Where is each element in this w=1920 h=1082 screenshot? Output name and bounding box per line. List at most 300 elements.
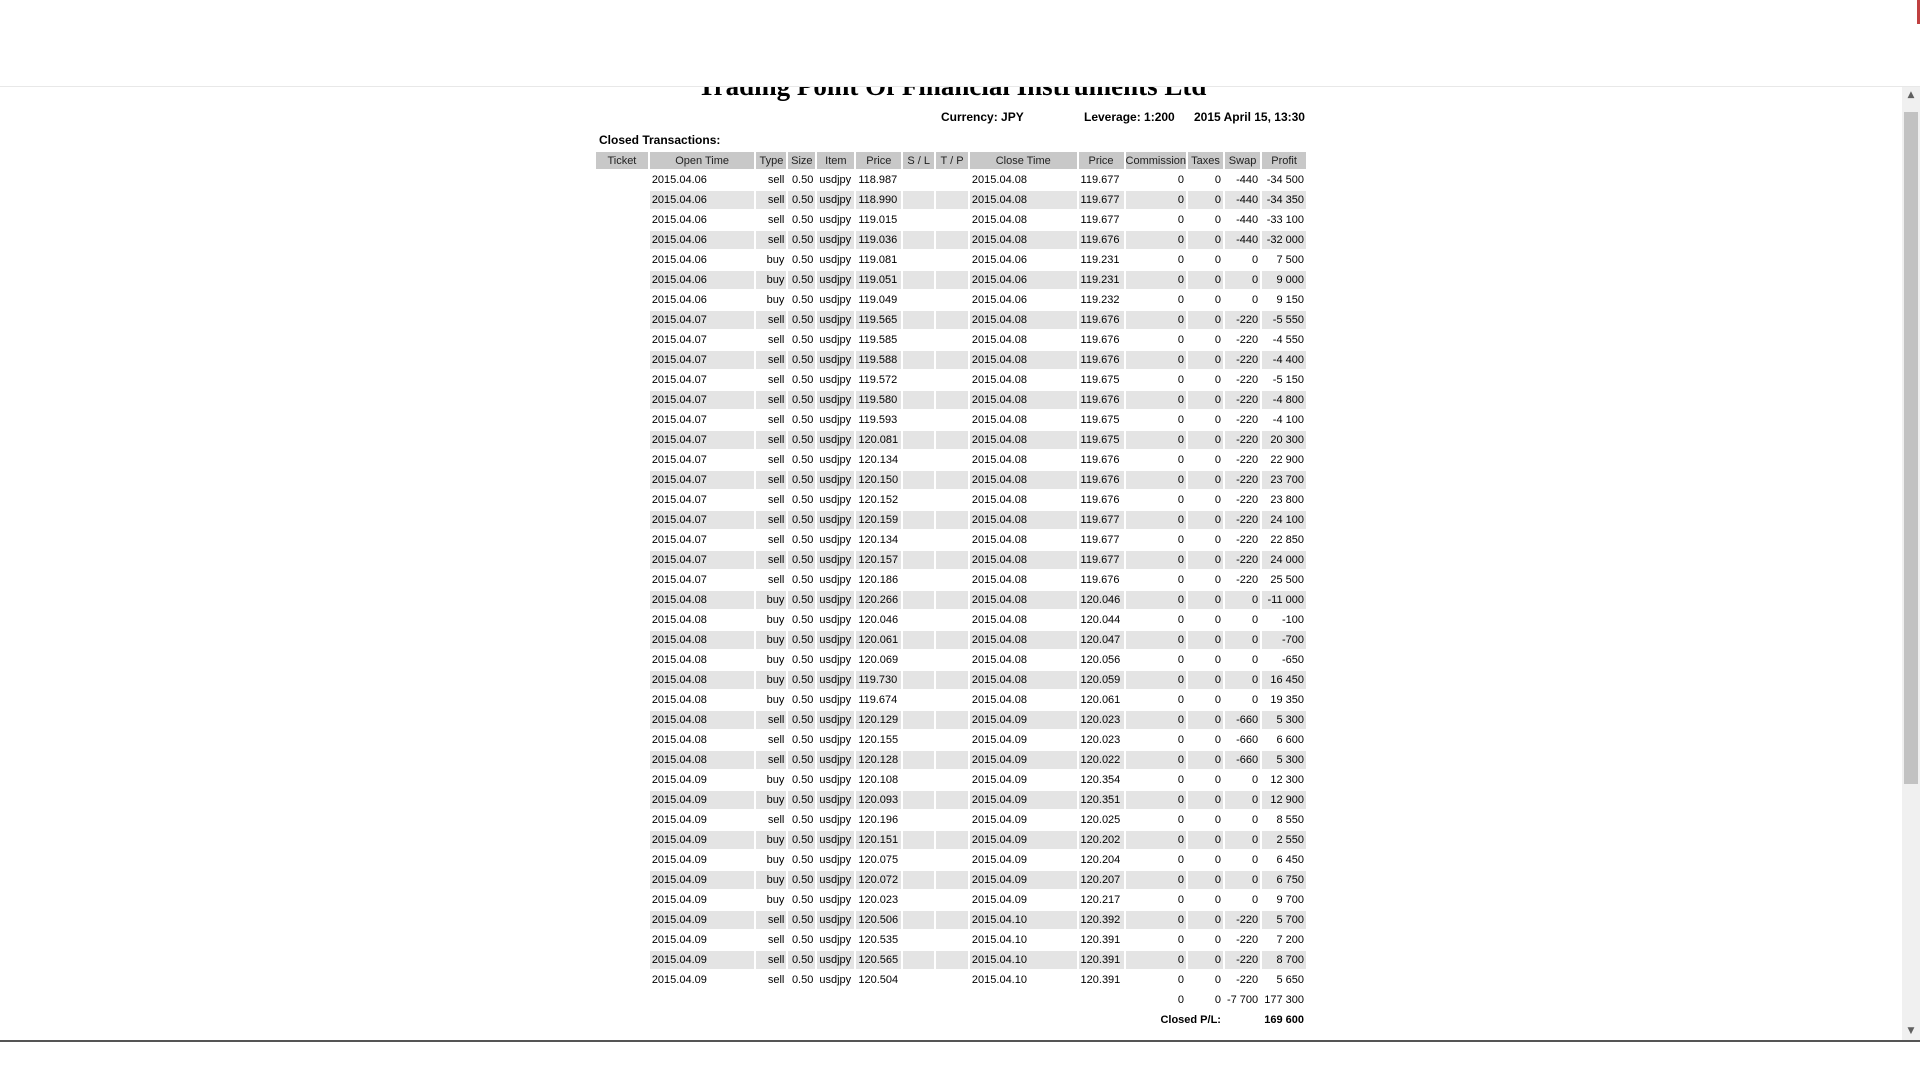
ticket-cell (596, 571, 648, 589)
column-header: Price (856, 152, 901, 169)
take-profit-cell (936, 591, 968, 609)
close-price-cell: 120.351 (1079, 791, 1124, 809)
open-price-cell: 120.266 (856, 591, 901, 609)
type-cell: buy (766, 254, 785, 266)
take-profit-cell (936, 891, 968, 909)
open-time-cell: 2015.04.06 (651, 214, 707, 226)
profit-cell: 25 500 (1270, 574, 1304, 586)
table-row (596, 251, 1306, 269)
take-profit-cell (936, 371, 968, 389)
swap-cell: -220 (1225, 351, 1260, 369)
profit-cell: 20 300 (1262, 431, 1306, 449)
commission-cell: 0 (1177, 574, 1185, 586)
taxes-cell: 0 (1188, 871, 1223, 889)
commission-cell: 0 (1177, 174, 1185, 186)
take-profit-cell (936, 191, 968, 209)
close-time-cell: 2015.04.09 (970, 751, 1077, 769)
ticket-cell (596, 311, 648, 329)
take-profit-cell (936, 251, 968, 269)
profit-cell: 9 000 (1262, 271, 1306, 289)
open-time-cell: 2015.04.09 (650, 871, 755, 889)
scroll-down-arrow-icon[interactable]: ▼ (1907, 1026, 1915, 1036)
ticket-cell (596, 291, 648, 309)
type-cell: buy (756, 631, 786, 649)
column-header: Ticket (596, 152, 648, 169)
open-price-cell: 120.093 (856, 791, 901, 809)
table-row (596, 571, 1306, 589)
profit-cell: 12 900 (1262, 791, 1306, 809)
stop-loss-cell (903, 751, 934, 769)
stop-loss-cell (903, 651, 934, 669)
scroll-up-arrow-icon[interactable]: ▲ (1907, 90, 1915, 100)
column-header: Profit (1262, 152, 1306, 169)
taxes-cell: 0 (1214, 534, 1221, 546)
ticket-cell (596, 231, 648, 249)
take-profit-cell (936, 691, 968, 709)
profit-cell: 22 900 (1270, 454, 1304, 466)
commission-cell: 0 (1177, 894, 1185, 906)
type-cell: sell (767, 414, 785, 426)
take-profit-cell (936, 331, 968, 349)
stop-loss-cell (903, 611, 934, 629)
commission-cell: 0 (1126, 471, 1187, 489)
open-time-cell: 2015.04.08 (651, 694, 707, 706)
type-cell: sell (756, 711, 786, 729)
close-price-cell: 119.677 (1080, 174, 1120, 186)
close-time-cell: 2015.04.06 (971, 294, 1027, 306)
column-header: Swap (1225, 152, 1260, 169)
table-row (596, 771, 1306, 789)
type-cell: sell (756, 751, 786, 769)
report-datetime: 2015 April 15, 13:30 (1194, 110, 1305, 124)
taxes-cell: 0 (1188, 551, 1223, 569)
ticket-cell (596, 651, 648, 669)
ticket-cell (596, 591, 648, 609)
table-row (596, 971, 1306, 989)
commission-cell: 0 (1177, 214, 1185, 226)
open-time-cell: 2015.04.07 (651, 414, 707, 426)
close-price-cell: 120.202 (1079, 831, 1124, 849)
ticket-cell (596, 431, 648, 449)
vertical-scrollbar[interactable] (1902, 86, 1920, 1040)
take-profit-cell (936, 911, 968, 929)
taxes-cell: 0 (1214, 774, 1221, 786)
take-profit-cell (936, 931, 968, 949)
statement-report (596, 62, 1308, 1031)
closed-pl-label: Closed P/L: (1160, 1014, 1221, 1026)
taxes-cell: 0 (1188, 191, 1223, 209)
open-time-cell: 2015.04.06 (650, 191, 755, 209)
item-cell: usdjpy (817, 951, 854, 969)
table-row (596, 331, 1306, 349)
commission-cell: 0 (1126, 831, 1187, 849)
open-price-cell: 119.036 (856, 231, 901, 249)
type-cell: buy (756, 871, 786, 889)
column-header: Item (817, 152, 854, 169)
close-price-cell: 119.677 (1079, 511, 1124, 529)
type-cell: sell (767, 934, 785, 946)
scroll-thumb[interactable] (1904, 112, 1918, 784)
stop-loss-cell (903, 931, 934, 949)
table-row (596, 531, 1306, 549)
close-price-cell: 119.676 (1079, 231, 1124, 249)
commission-cell: 0 (1126, 311, 1187, 329)
ticket-cell (596, 891, 648, 909)
profit-cell: 5 650 (1276, 974, 1304, 986)
close-price-cell: 120.207 (1079, 871, 1124, 889)
item-cell: usdjpy (817, 311, 854, 329)
profit-cell: 5 300 (1262, 711, 1306, 729)
close-time-cell: 2015.04.10 (970, 911, 1077, 929)
commission-cell: 0 (1177, 454, 1185, 466)
profit-cell: -700 (1262, 631, 1306, 649)
commission-cell: 0 (1126, 511, 1187, 529)
item-cell: usdjpy (819, 774, 852, 786)
size-cell: 0.50 (788, 831, 815, 849)
table-row (596, 631, 1306, 649)
size-cell: 0.50 (788, 751, 815, 769)
open-time-cell: 2015.04.07 (651, 374, 707, 386)
profit-cell: -4 400 (1262, 351, 1306, 369)
table-row (596, 711, 1306, 729)
size-cell: 0.50 (791, 694, 814, 706)
size-cell: 0.50 (788, 711, 815, 729)
take-profit-cell (936, 511, 968, 529)
size-cell: 0.50 (791, 174, 814, 186)
size-cell: 0.50 (791, 974, 814, 986)
open-price-cell: 120.152 (858, 494, 899, 506)
taxes-cell: 0 (1188, 591, 1223, 609)
open-time-cell: 2015.04.07 (651, 494, 707, 506)
item-cell: usdjpy (817, 351, 854, 369)
swap-cell: -220 (1236, 574, 1259, 586)
profit-cell: -34 350 (1262, 191, 1306, 209)
open-price-cell: 119.730 (856, 671, 901, 689)
swap-cell: 0 (1225, 831, 1260, 849)
item-cell: usdjpy (817, 631, 854, 649)
commission-cell: 0 (1177, 494, 1185, 506)
taxes-cell: 0 (1188, 271, 1223, 289)
item-cell: usdjpy (817, 431, 854, 449)
table-row (596, 231, 1306, 249)
ticket-cell (596, 211, 648, 229)
open-price-cell: 120.565 (856, 951, 901, 969)
currency-label: Currency: JPY (941, 110, 1024, 124)
open-time-cell: 2015.04.06 (651, 174, 707, 186)
open-price-cell: 120.075 (858, 854, 899, 866)
swap-cell: -220 (1236, 934, 1259, 946)
close-time-cell: 2015.04.09 (970, 791, 1077, 809)
close-time-cell: 2015.04.09 (971, 814, 1027, 826)
closed-transactions-title: Closed Transactions: (599, 133, 721, 147)
take-profit-cell (936, 971, 968, 989)
close-price-cell: 119.232 (1080, 294, 1120, 306)
close-price-cell: 120.204 (1080, 854, 1121, 866)
stop-loss-cell (903, 711, 934, 729)
open-price-cell: 120.186 (858, 574, 899, 586)
stop-loss-cell (903, 311, 934, 329)
table-row (596, 591, 1306, 609)
close-time-cell: 2015.04.06 (971, 254, 1027, 266)
close-time-cell: 2015.04.09 (971, 774, 1027, 786)
ticket-cell (596, 331, 648, 349)
commission-cell: 0 (1126, 391, 1187, 409)
item-cell: usdjpy (819, 534, 852, 546)
type-cell: buy (766, 854, 785, 866)
table-row (596, 911, 1306, 929)
profit-cell: -650 (1281, 654, 1304, 666)
commission-cell: 0 (1126, 911, 1187, 929)
ticket-cell (596, 391, 648, 409)
close-time-cell: 2015.04.08 (970, 231, 1077, 249)
take-profit-cell (936, 831, 968, 849)
type-cell: sell (756, 551, 786, 569)
table-row (596, 211, 1306, 229)
take-profit-cell (936, 791, 968, 809)
close-price-cell: 119.676 (1079, 391, 1124, 409)
taxes-cell: 0 (1214, 574, 1221, 586)
profit-cell: 6 750 (1262, 871, 1306, 889)
stop-loss-cell (903, 491, 934, 509)
open-price-cell: 119.580 (856, 391, 901, 409)
ticket-cell (596, 691, 648, 709)
item-cell: usdjpy (817, 551, 854, 569)
commission-cell: 0 (1177, 614, 1185, 626)
ticket-cell (596, 851, 648, 869)
commission-cell: 0 (1177, 374, 1185, 386)
take-profit-cell (936, 411, 968, 429)
type-cell: sell (756, 951, 786, 969)
profit-cell: 7 500 (1276, 254, 1304, 266)
type-cell: sell (767, 454, 785, 466)
item-cell: usdjpy (819, 414, 852, 426)
item-cell: usdjpy (819, 734, 852, 746)
column-header: Commission (1126, 152, 1187, 169)
ticket-cell (596, 951, 648, 969)
open-price-cell: 119.585 (858, 334, 898, 346)
swap-cell: -220 (1236, 534, 1259, 546)
take-profit-cell (936, 731, 968, 749)
take-profit-cell (936, 851, 968, 869)
swap-cell: 0 (1225, 591, 1260, 609)
take-profit-cell (936, 491, 968, 509)
type-cell: buy (766, 894, 785, 906)
open-price-cell: 119.565 (856, 311, 901, 329)
open-time-cell: 2015.04.09 (651, 814, 707, 826)
take-profit-cell (936, 771, 968, 789)
open-price-cell: 119.015 (858, 214, 898, 226)
type-cell: buy (756, 831, 786, 849)
ticket-cell (596, 551, 648, 569)
stop-loss-cell (903, 551, 934, 569)
ticket-cell (596, 811, 648, 829)
ticket-cell (596, 491, 648, 509)
stop-loss-cell (903, 691, 934, 709)
swap-cell: -220 (1225, 311, 1260, 329)
taxes-cell: 0 (1214, 614, 1221, 626)
take-profit-cell (936, 451, 968, 469)
close-price-cell: 120.023 (1080, 734, 1121, 746)
ticket-cell (596, 251, 648, 269)
table-row (596, 671, 1306, 689)
swap-cell: 0 (1225, 791, 1260, 809)
item-cell: usdjpy (817, 231, 854, 249)
open-price-cell: 120.196 (858, 814, 899, 826)
open-time-cell: 2015.04.07 (650, 471, 755, 489)
type-cell: sell (756, 311, 786, 329)
ticket-cell (596, 971, 648, 989)
open-price-cell: 120.155 (858, 734, 899, 746)
taxes-cell: 0 (1188, 471, 1223, 489)
size-cell: 0.50 (788, 951, 815, 969)
take-profit-cell (936, 811, 968, 829)
stop-loss-cell (903, 531, 934, 549)
swap-cell: -220 (1225, 431, 1260, 449)
close-time-cell: 2015.04.08 (971, 174, 1027, 186)
swap-cell: 0 (1225, 871, 1260, 889)
type-cell: sell (767, 174, 785, 186)
item-cell: usdjpy (817, 911, 854, 929)
close-time-cell: 2015.04.08 (971, 414, 1027, 426)
close-price-cell: 119.675 (1079, 431, 1124, 449)
commission-cell: 0 (1177, 414, 1185, 426)
item-cell: usdjpy (819, 854, 852, 866)
swap-cell: -440 (1225, 191, 1260, 209)
stop-loss-cell (903, 191, 934, 209)
item-cell: usdjpy (817, 191, 854, 209)
ticket-cell (596, 791, 648, 809)
swap-cell: 0 (1252, 814, 1259, 826)
size-cell: 0.50 (791, 894, 814, 906)
swap-cell: 0 (1252, 854, 1259, 866)
size-cell: 0.50 (788, 511, 815, 529)
stop-loss-cell (903, 951, 934, 969)
open-price-cell: 119.674 (858, 694, 898, 706)
column-header: Price (1079, 152, 1124, 169)
close-price-cell: 120.023 (1079, 711, 1124, 729)
ticket-cell (596, 471, 648, 489)
column-header: S / L (903, 152, 934, 169)
taxes-cell: 0 (1214, 494, 1221, 506)
table-row (596, 191, 1306, 209)
taxes-cell: 0 (1214, 294, 1221, 306)
close-time-cell: 2015.04.08 (971, 654, 1027, 666)
taxes-cell: 0 (1214, 334, 1221, 346)
ticket-cell (596, 171, 648, 189)
total-commission: 0 (1177, 994, 1185, 1006)
open-time-cell: 2015.04.07 (650, 551, 755, 569)
profit-cell: 24 100 (1262, 511, 1306, 529)
ticket-cell (596, 411, 648, 429)
size-cell: 0.50 (791, 534, 814, 546)
taxes-cell: 0 (1188, 831, 1223, 849)
close-time-cell: 2015.04.08 (971, 574, 1027, 586)
table-row (596, 431, 1306, 449)
type-cell: buy (766, 654, 785, 666)
close-time-cell: 2015.04.08 (970, 311, 1077, 329)
commission-cell: 0 (1126, 711, 1187, 729)
take-profit-cell (936, 651, 968, 669)
size-cell: 0.50 (791, 494, 814, 506)
open-price-cell: 119.593 (858, 414, 898, 426)
table-header-row (596, 152, 1306, 169)
size-cell: 0.50 (788, 391, 815, 409)
swap-cell: 0 (1252, 294, 1259, 306)
table-row (596, 851, 1306, 869)
browser-bottom-bar (0, 1040, 1920, 1082)
swap-cell: -220 (1236, 974, 1259, 986)
table-row (596, 371, 1306, 389)
leverage-label: Leverage: 1:200 (1084, 110, 1175, 124)
commission-cell: 0 (1126, 951, 1187, 969)
taxes-cell: 0 (1214, 814, 1221, 826)
close-time-cell: 2015.04.08 (970, 391, 1077, 409)
close-price-cell: 120.056 (1080, 654, 1121, 666)
open-time-cell: 2015.04.07 (651, 574, 707, 586)
open-time-cell: 2015.04.08 (651, 734, 707, 746)
close-price-cell: 119.675 (1080, 414, 1120, 426)
taxes-cell: 0 (1214, 454, 1221, 466)
column-header: Close Time (970, 152, 1077, 169)
open-time-cell: 2015.04.09 (651, 934, 707, 946)
close-time-cell: 2015.04.09 (971, 854, 1027, 866)
transactions-body (596, 171, 1306, 1029)
stop-loss-cell (903, 211, 934, 229)
type-cell: buy (766, 774, 785, 786)
open-time-cell: 2015.04.07 (651, 534, 707, 546)
close-price-cell: 119.677 (1080, 534, 1120, 546)
stop-loss-cell (903, 891, 934, 909)
taxes-cell: 0 (1188, 711, 1223, 729)
swap-cell: 0 (1252, 774, 1259, 786)
open-time-cell: 2015.04.08 (650, 591, 755, 609)
ticket-cell (596, 751, 648, 769)
close-time-cell: 2015.04.08 (971, 374, 1027, 386)
item-cell: usdjpy (817, 591, 854, 609)
profit-cell: -4 800 (1262, 391, 1306, 409)
size-cell: 0.50 (791, 614, 814, 626)
commission-cell: 0 (1177, 334, 1185, 346)
table-row (596, 171, 1306, 189)
open-price-cell: 120.046 (858, 614, 899, 626)
size-cell: 0.50 (791, 854, 814, 866)
swap-cell: -220 (1225, 551, 1260, 569)
stop-loss-cell (903, 771, 934, 789)
commission-cell: 0 (1177, 694, 1185, 706)
commission-cell: 0 (1126, 791, 1187, 809)
open-time-cell: 2015.04.07 (650, 351, 755, 369)
item-cell: usdjpy (819, 374, 852, 386)
open-time-cell: 2015.04.08 (650, 671, 755, 689)
stop-loss-cell (903, 911, 934, 929)
table-row (596, 691, 1306, 709)
close-time-cell: 2015.04.10 (971, 974, 1027, 986)
size-cell: 0.50 (788, 671, 815, 689)
close-price-cell: 119.676 (1079, 471, 1124, 489)
commission-cell: 0 (1126, 431, 1187, 449)
taxes-cell: 0 (1188, 951, 1223, 969)
closed-pl-spacer (596, 1011, 1077, 1029)
close-time-cell: 2015.04.08 (971, 534, 1027, 546)
close-price-cell: 119.676 (1080, 494, 1120, 506)
profit-cell: -4 550 (1272, 334, 1304, 346)
commission-cell: 0 (1126, 551, 1187, 569)
close-time-cell: 2015.04.08 (970, 431, 1077, 449)
item-cell: usdjpy (819, 214, 852, 226)
close-time-cell: 2015.04.08 (970, 191, 1077, 209)
open-time-cell: 2015.04.09 (650, 831, 755, 849)
close-time-cell: 2015.04.09 (970, 831, 1077, 849)
